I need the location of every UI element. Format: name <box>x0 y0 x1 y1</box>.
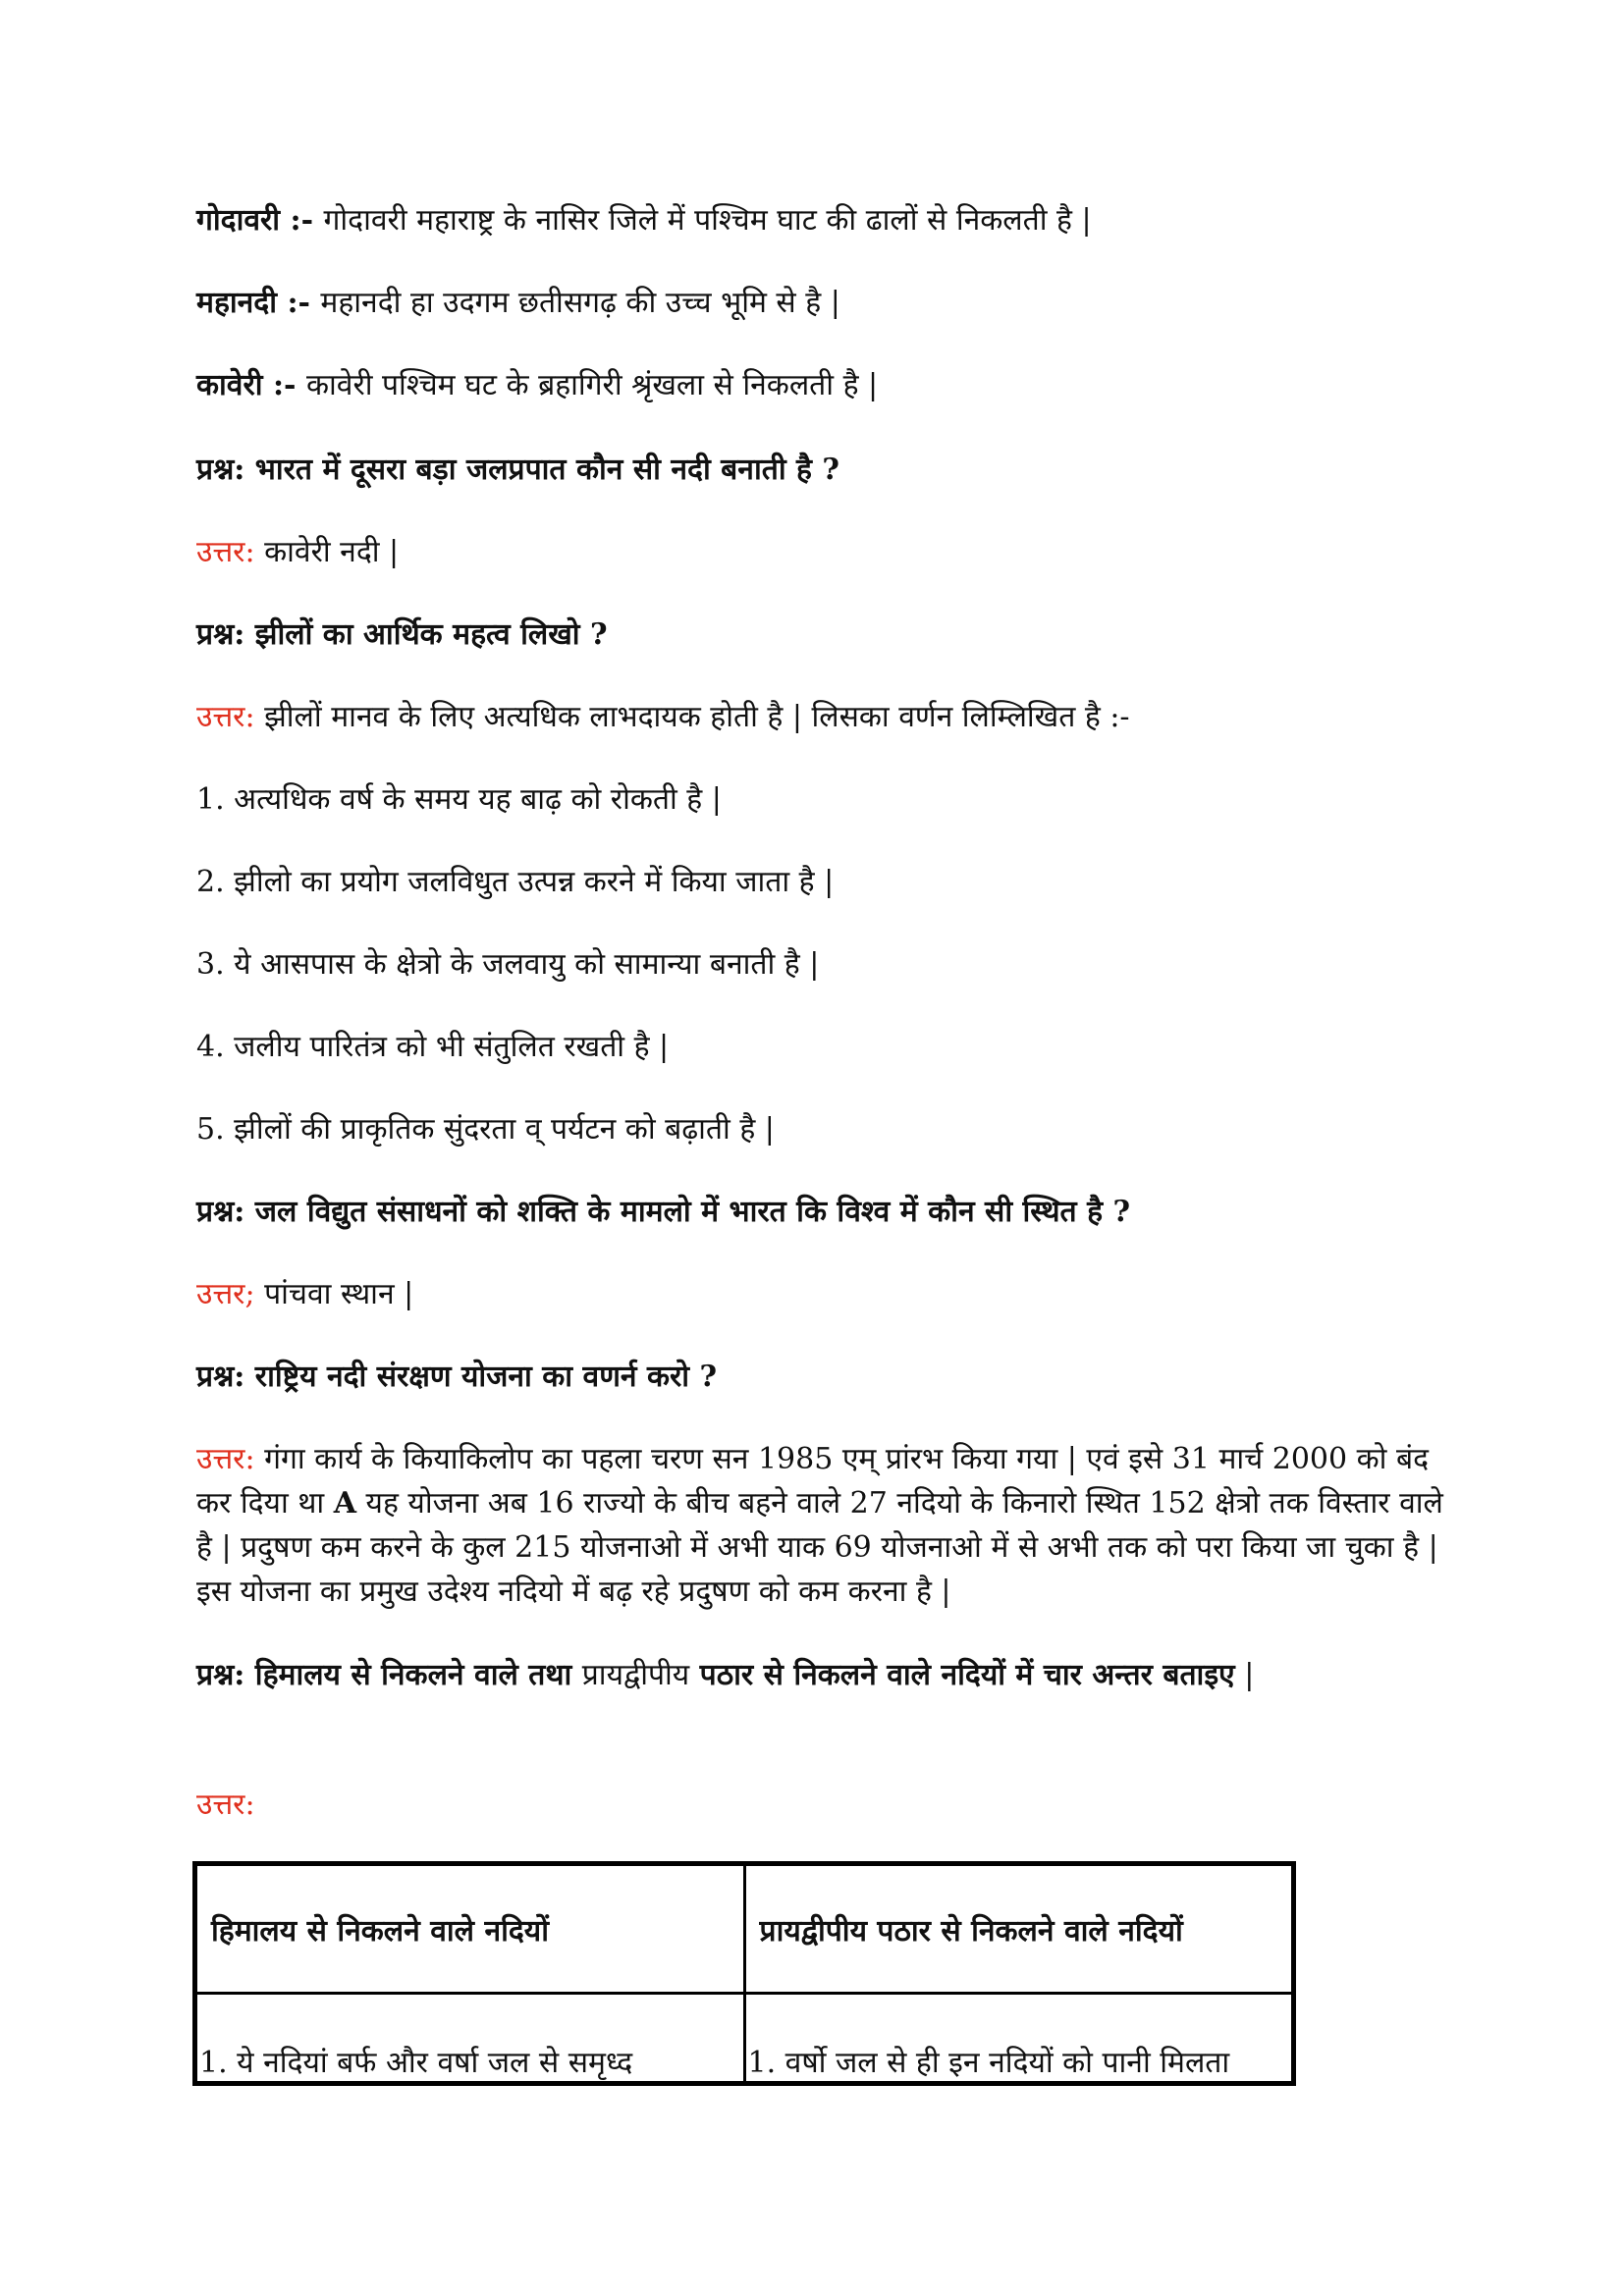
question-end: | <box>1234 1658 1255 1692</box>
river-mahanadi <box>196 281 1434 326</box>
question-4: प्रश्न: राष्ट्रिय नदी संरक्षण योजना का वणर्न करो ? <box>196 1360 718 1394</box>
answer-5 <box>196 1783 1434 1828</box>
answer-2 <box>196 695 1434 740</box>
question-part-a: प्रश्न: हिमालय से निकलने वाले तथा <box>196 1658 582 1692</box>
table-row <box>195 1994 1294 2084</box>
answer-4 <box>196 1437 1443 1614</box>
separator: :- <box>280 203 324 238</box>
river-name: कावेरी <box>196 368 263 402</box>
question-part-c: पठार से निकलने वाले नदियों में चार अन्तर बताइए <box>689 1658 1235 1692</box>
answer-1 <box>196 530 1434 575</box>
answer-label: उत्तर; <box>196 1277 255 1311</box>
river-kaveri <box>196 363 1434 408</box>
list-item: 2. झीलो का प्रयोग जलविधुत उत्पन्न करने में किया जाता है | <box>196 865 835 899</box>
answer-label: उत्तर: <box>196 1442 255 1476</box>
river-name: गोदावरी <box>196 203 281 238</box>
answer-text-bold: A <box>333 1486 357 1521</box>
river-text: गोदावरी महाराष्ट्र के नासिर जिले में पश्चिम घाट की ढालों से निकलती है | <box>323 203 1092 238</box>
separator: :- <box>277 286 321 320</box>
table-cell: 1. वर्षो जल से ही इन नदियों को पानी मिलता <box>744 1994 1294 2084</box>
river-name: महानदी <box>196 286 277 320</box>
answer-text: झीलों मानव के लिए अत्यधिक लाभदायक होती है | लिसका वर्णन लिम्लिखित है :- <box>254 700 1130 734</box>
answer-text-part2: यह योजना अब 16 राज्यो के बीच बहने वाले 27 नदियो के किनारो स्थित 152 क्षेत्रो तक विस्तार वाले है | प्रदुषण कम करने के कुल 215 योजनाओ में अभी याक 69 योजनाओ में से अभी तक को परा किया जा चुका है | इस योजना का प्रमुख उदेश्य नदियो में बढ़ रहे प्रदुषण को कम करना है | <box>196 1486 1443 1609</box>
answer-label: उत्तर: <box>196 535 255 569</box>
question-1: प्रश्न: भारत में दूसरा बड़ा जलप्रपात कौन सी नदी बनाती है ? <box>196 453 839 487</box>
question-2: प्रश्न: झीलों का आर्थिक महत्व लिखो ? <box>196 617 608 652</box>
list-item: 3. ये आसपास के क्षेत्रो के जलवायु को सामान्या बनाती है | <box>196 947 820 982</box>
answer-text: पांचवा स्थान | <box>254 1277 414 1311</box>
separator: :- <box>262 368 306 402</box>
river-text: कावेरी पश्चिम घट के ब्रहागिरी श्रृंखला से निकलती है | <box>305 368 879 402</box>
list-item: 1. अत्यधिक वर्ष के समय यह बाढ़ को रोकती है | <box>196 782 722 817</box>
table-cell: 1. ये नदियां बर्फ और वर्षा जल से समृध्द <box>195 1994 745 2084</box>
answer-label: उत्तर: <box>196 700 255 734</box>
list-item: 4. जलीय पारितंत्र को भी संतुलित रखती है | <box>196 1030 670 1064</box>
answer-text-part1: गंगा कार्य के कियाकिलोप का पहला चरण सन 1985 एम् प्रांरभ किया गया | एवं इसे 31 मार्च 2000 को बंद कर दिया था <box>196 1442 1430 1521</box>
answer-text: कावेरी नदी | <box>254 535 400 569</box>
question-3: प्रश्न: जल विद्युत संसाधनों को शक्ति के मामलो में भारत कि विश्व में कौन सी स्थित है ? <box>196 1195 1131 1229</box>
table-header-peninsular: प्रायद्वीपीय पठार से निकलने वाले नदियों <box>744 1864 1294 1994</box>
river-text: महानदी हा उदगम छतीसगढ़ की उच्च भूमि से है | <box>320 286 840 320</box>
table-header-himalayan: हिमालय से निकलने वाले नदियों <box>195 1864 745 1994</box>
answer-label: उत्तर: <box>196 1788 255 1822</box>
question-part-b: प्रायद्वीपीय <box>581 1658 690 1692</box>
comparison-table <box>192 1861 1296 2086</box>
question-5 <box>196 1653 1394 1697</box>
river-godavari <box>196 198 1434 243</box>
list-item: 5. झीलों की प्राकृतिक सुंदरता व् पर्यटन को बढ़ाती है | <box>196 1112 775 1147</box>
table-header-row <box>195 1864 1294 1994</box>
answer-3 <box>196 1272 1434 1317</box>
